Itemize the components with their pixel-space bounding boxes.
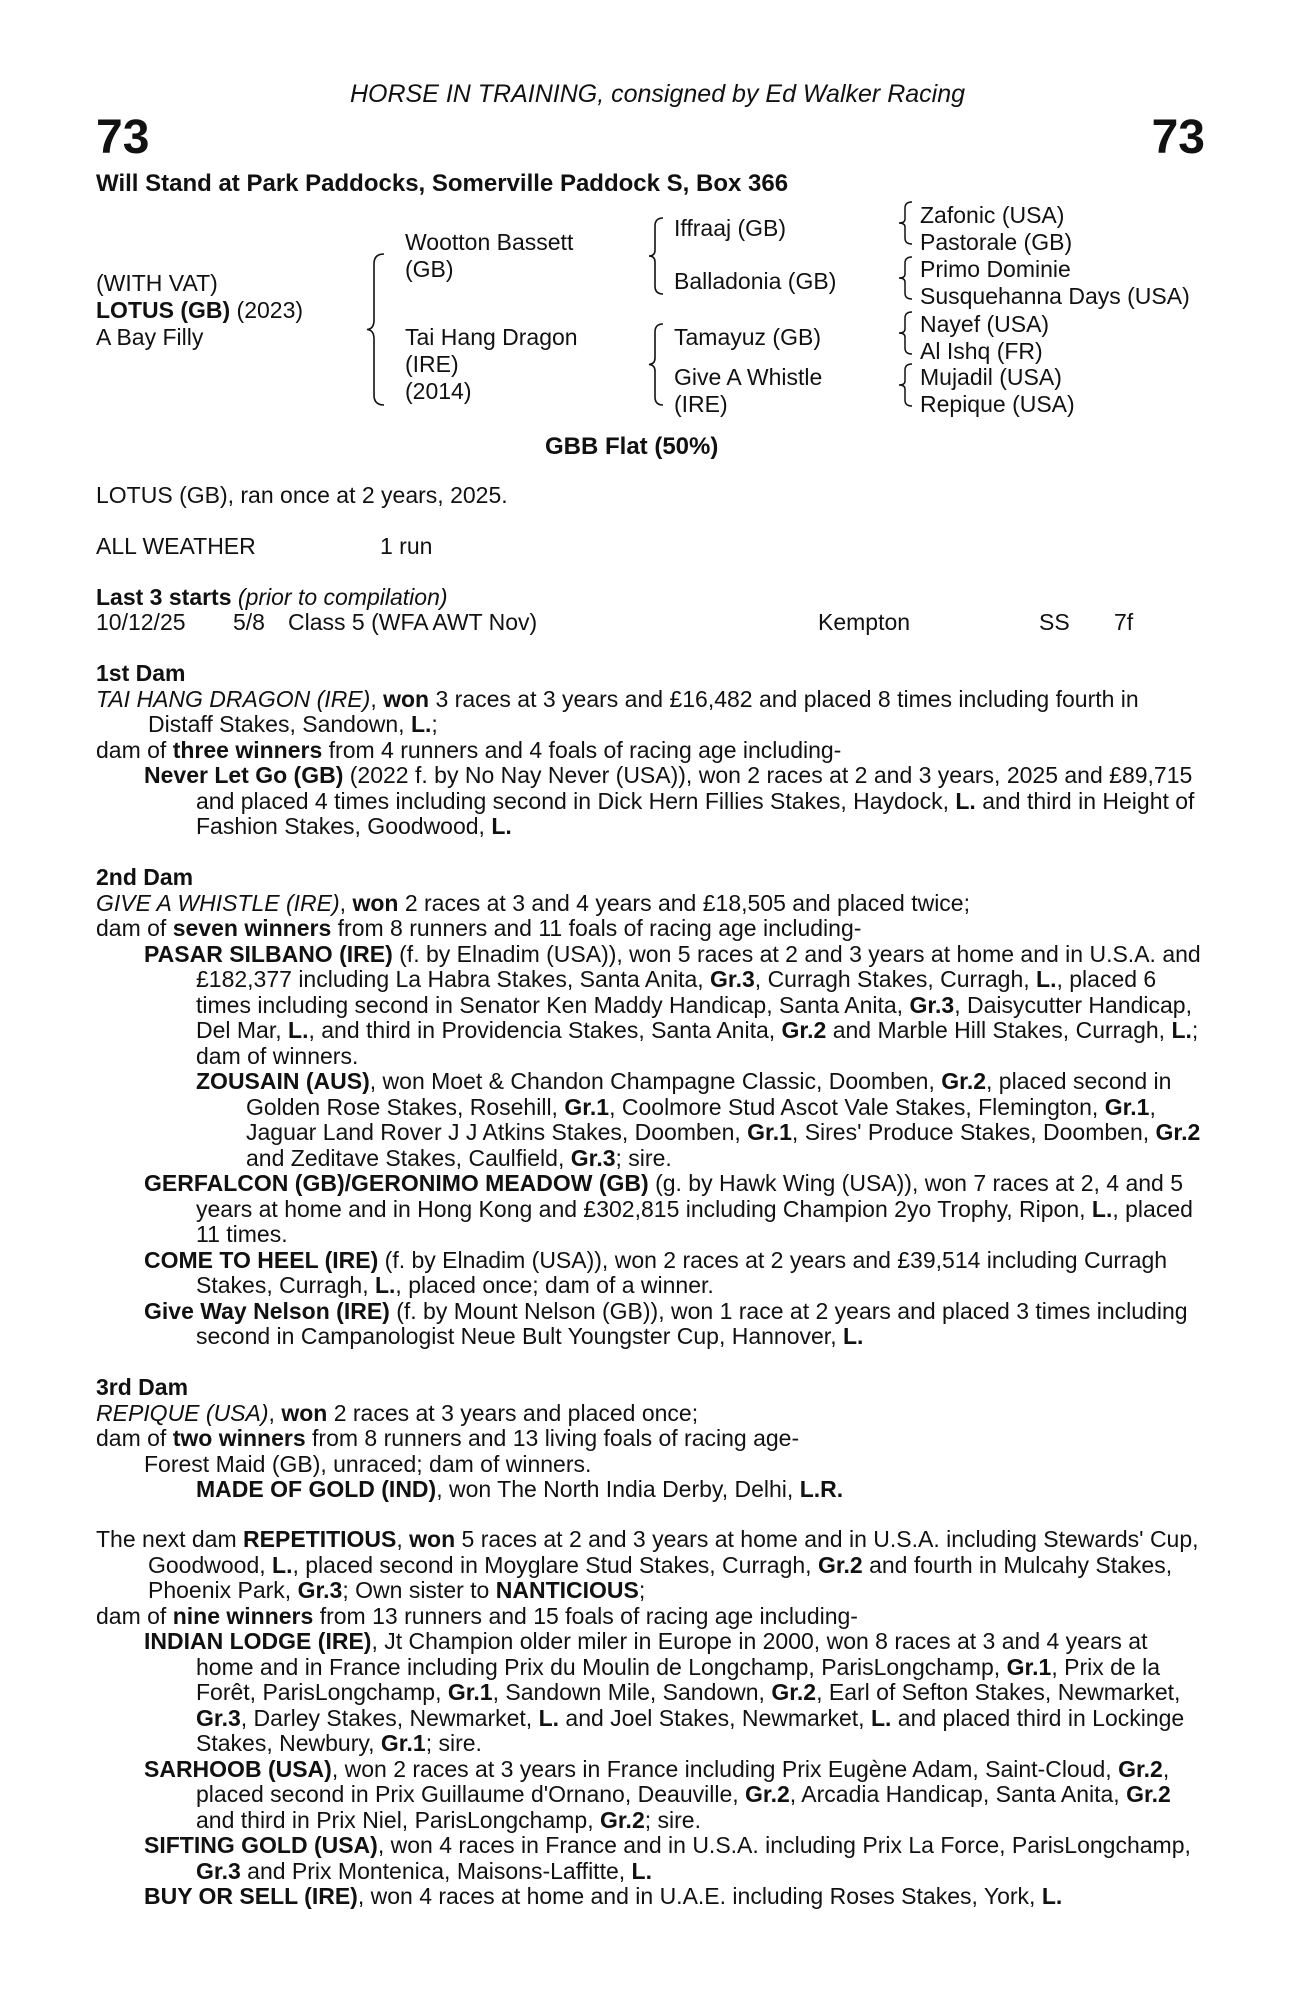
brace-icon — [898, 310, 914, 356]
horse-name-line — [96, 297, 303, 323]
text: (f. by Elnadim (USA)), won 2 races at 2 years and £39,514 including Curragh Stakes, Curragh, — [196, 1246, 1168, 1298]
text: , and third in Providencia Stakes, Santa Anita, — [308, 1017, 782, 1043]
text: seven winners — [172, 915, 332, 941]
text: and third in Prix Niel, ParisLongchamp, — [196, 1806, 600, 1833]
dam-year: (2014) — [405, 378, 472, 404]
produce-entry — [96, 1629, 1201, 1757]
brace-icon — [898, 255, 914, 301]
dam-country: (IRE) — [405, 351, 459, 377]
horse-name: SIFTING GOLD (USA) — [144, 1832, 378, 1858]
sires-dam: Balladonia (GB) — [674, 268, 837, 294]
text: ; sire. — [425, 1730, 482, 1756]
text: won — [409, 1526, 456, 1552]
dams-dam-country: (IRE) — [674, 391, 728, 417]
pedigree-sss: Zafonic (USA) — [920, 202, 1065, 228]
text: three winners — [172, 736, 323, 763]
last-starts-title: Last 3 starts — [96, 584, 232, 610]
brace-icon — [366, 252, 388, 407]
text: L. — [1171, 1017, 1192, 1043]
text: ; dam of winners. — [196, 1017, 1199, 1069]
text: , Jt Champion older miler in Europe in 2000, won 8 races at 3 and 4 years at home and in France including Prix du Moulin de Longchamp, ParisLongchamp, — [196, 1628, 1148, 1680]
text: (g. by Hawk Wing (USA)), won 7 races at 2, 4 and 5 years at home and in Hong Kong and £302,815 including Champion 2yo Trophy, Ripon, — [196, 1170, 1184, 1222]
text: Gr.3 — [297, 1577, 343, 1603]
text: , placed second in Golden Rose Stakes, Rosehill, — [246, 1068, 1172, 1120]
dam-paragraph — [96, 687, 1201, 738]
text: , won 2 races at 3 years in France including Prix Eugène Adam, Saint-Cloud, — [331, 1755, 1119, 1782]
text: , placed second in Moyglare Stud Stakes, Curragh, — [292, 1551, 818, 1578]
stand-location: Will Stand at Park Paddocks, Somerville Paddock S, Box 366 — [96, 170, 789, 197]
text: Gr.1 — [380, 1730, 426, 1756]
text: Gr.2 — [1126, 1781, 1171, 1807]
section-heading: 2nd Dam — [96, 864, 194, 890]
text: , Sandown Mile, Sandown, — [492, 1679, 772, 1705]
brace-icon — [898, 200, 914, 246]
produce-entry — [96, 1757, 1201, 1834]
text: , Arcadia Handicap, Santa Anita, — [789, 1781, 1127, 1807]
horse-name: Give Way Nelson (IRE) — [144, 1297, 390, 1324]
section-heading: 3rd Dam — [96, 1374, 189, 1400]
text: ; sire. — [615, 1144, 672, 1171]
horse-name: COME TO HEEL (IRE) — [144, 1246, 379, 1273]
dam-paragraph — [96, 1401, 1201, 1427]
text: , won Moet & Chandon Champagne Classic, Doomben, — [369, 1068, 942, 1094]
surface-label: ALL WEATHER — [96, 533, 256, 559]
section-heading: 1st Dam — [96, 660, 186, 686]
text: ; — [638, 1577, 646, 1603]
text: ; sire. — [644, 1806, 701, 1833]
text: (f. by Mount Nelson (GB)), won 1 race at 2 years and placed 3 times including second in Campanologist Neue Bult Youngster Cup, Hannover, — [196, 1297, 1188, 1349]
sire: Wootton Bassett — [405, 229, 574, 255]
race-summary: LOTUS (GB), ran once at 2 years, 2025. — [96, 482, 508, 508]
horse-name: SARHOOB (USA) — [144, 1755, 332, 1782]
text: from 8 runners and 13 living foals of racing age- — [305, 1425, 800, 1451]
text: , Darley Stakes, Newmarket, — [240, 1704, 539, 1731]
text: ; — [431, 711, 438, 737]
text: Gr.1 — [747, 1119, 792, 1145]
lot-number-left: 73 — [96, 111, 150, 164]
lot-number-right: 73 — [1151, 111, 1205, 164]
text: , Earl of Sefton Stakes, Newmarket, — [816, 1679, 1181, 1705]
pedigree-ssd: Pastorale (GB) — [920, 229, 1073, 255]
text: , — [396, 1526, 410, 1552]
text: Gr.1 — [1006, 1653, 1052, 1680]
produce-summary — [96, 1426, 1201, 1452]
sires-sire: Iffraaj (GB) — [674, 215, 787, 241]
text: and Prix Montenica, Maisons-Laffitte, — [240, 1857, 632, 1884]
produce-entry: Forest Maid (GB), unraced; dam of winners. — [144, 1450, 592, 1477]
text: , won The North India Derby, Delhi, — [436, 1476, 800, 1502]
text: from 13 runners and 15 foals of racing age including- — [313, 1602, 858, 1629]
start-race: Class 5 (WFA AWT Nov) — [288, 609, 538, 635]
text: , placed 6 times including second in Senator Ken Maddy Handicap, Santa Anita, — [196, 966, 1157, 1018]
produce-entry — [96, 1833, 1201, 1884]
pedigree-sds: Primo Dominie — [920, 256, 1071, 282]
text: won — [383, 685, 430, 712]
next-dam-section — [96, 1527, 1201, 1910]
dam: Tai Hang Dragon — [405, 324, 578, 350]
text: Gr.2 — [599, 1806, 645, 1833]
text: Gr.3 — [196, 1857, 241, 1884]
text: NANTICIOUS — [495, 1577, 639, 1603]
produce-entry — [96, 1069, 1201, 1171]
start-distance: 7f — [1114, 609, 1134, 635]
text: dam of — [96, 736, 173, 763]
text: Gr.3 — [196, 1704, 241, 1731]
third-dam-section — [96, 1375, 1201, 1503]
text: Gr.1 — [564, 1093, 610, 1120]
text: , placed once; dam of a winner. — [395, 1272, 714, 1298]
text: , Prix de la Forêt, ParisLongchamp, — [196, 1653, 1161, 1705]
text: , — [370, 685, 384, 712]
horse-name: PASAR SILBANO (IRE) — [144, 940, 393, 967]
pedigree-ddd: Repique (USA) — [920, 391, 1075, 417]
horse-description: A Bay Filly — [96, 324, 204, 350]
text: , won 4 races in France and in U.S.A. including Prix La Force, ParisLongchamp, — [377, 1832, 1191, 1858]
text: L. — [1036, 966, 1057, 992]
horse-name: BUY OR SELL (IRE) — [144, 1883, 358, 1909]
text: L. — [272, 1551, 293, 1578]
text: nine winners — [172, 1602, 314, 1629]
text: , placed 11 times. — [196, 1195, 1193, 1247]
text: L. — [410, 711, 432, 737]
text: dam of — [96, 1602, 173, 1629]
text: ; Own sister to — [342, 1577, 496, 1603]
text: dam of — [96, 915, 173, 941]
text: won — [352, 889, 399, 916]
text: and placed third in Lockinge Stakes, Newbury, — [196, 1704, 1185, 1756]
text: won — [281, 1399, 328, 1426]
consignor-header: HORSE IN TRAINING, consigned by Ed Walker Racing — [349, 80, 966, 108]
text: and fourth in Mulcahy Stakes, Phoenix Park, — [148, 1551, 1173, 1603]
horse-name: GERFALCON (GB)/GERONIMO MEADOW (GB) — [144, 1170, 649, 1196]
produce-entry — [96, 1477, 1201, 1503]
text: The next dam — [96, 1526, 244, 1552]
brace-icon — [648, 322, 666, 407]
text: from 4 runners and 4 foals of racing age including- — [322, 736, 842, 763]
text: L. — [842, 1323, 864, 1349]
produce-summary — [96, 916, 1201, 942]
horse-name: Never Let Go (GB) — [144, 762, 344, 788]
first-dam-section — [96, 661, 1201, 840]
text: 5 races at 2 and 3 years at home and in U.S.A. including Stewards' Cup, Goodwood, — [148, 1526, 1199, 1578]
text: L. — [374, 1272, 396, 1298]
text: and Joel Stakes, Newmarket, — [559, 1704, 871, 1731]
text: , Daisycutter Handicap, Del Mar, — [196, 991, 1192, 1043]
last-starts-heading — [96, 584, 448, 610]
text: 3 races at 3 years and £16,482 and placed 8 times including fourth in Distaff Stakes, Sandown, — [148, 685, 1139, 737]
text: Gr.3 — [909, 991, 955, 1018]
text: Gr.2 — [1155, 1119, 1201, 1145]
pedigree-dss: Nayef (USA) — [920, 311, 1050, 337]
produce-summary — [96, 1604, 1201, 1630]
dams-dam: Give A Whistle — [674, 364, 823, 390]
rating: GBB Flat (50%) — [545, 433, 719, 460]
pedigree-dsd: Al Ishq (FR) — [920, 338, 1043, 364]
horse-name: LOTUS (GB) — [96, 297, 231, 323]
second-dam-section — [96, 865, 1201, 1350]
text: L. — [1041, 1883, 1063, 1909]
produce-entry — [96, 1171, 1201, 1248]
dam-paragraph — [96, 891, 1201, 917]
dam-name: TAI HANG DRAGON (IRE) — [96, 685, 371, 712]
start-course: Kempton — [818, 609, 911, 635]
text: Gr.3 — [710, 966, 755, 992]
text: Gr.2 — [745, 1781, 790, 1807]
surface-runs: 1 run — [380, 533, 433, 559]
text: Gr.2 — [941, 1068, 987, 1094]
text: Gr.1 — [1104, 1093, 1150, 1120]
text: (f. by Elnadim (USA)), won 5 races at 2 and 3 years at home and in U.S.A. and £182,377 including La Habra Stakes, Santa Anita, — [196, 940, 1201, 992]
sire-country: (GB) — [405, 256, 454, 282]
text: L. — [491, 813, 512, 839]
horse-name: ZOUSAIN (AUS) — [196, 1068, 370, 1094]
horse-year: (2023) — [236, 297, 304, 323]
text: L. — [955, 787, 976, 814]
text: 2 races at 3 and 4 years and £18,505 and placed twice; — [398, 889, 970, 916]
pedigree-dds: Mujadil (USA) — [920, 364, 1062, 390]
dam-name: REPIQUE (USA) — [96, 1399, 269, 1426]
dams-sire: Tamayuz (GB) — [674, 324, 821, 350]
last-starts-note: (prior to compilation) — [237, 584, 448, 610]
text: Gr.1 — [447, 1679, 493, 1705]
text: Gr.3 — [570, 1144, 616, 1171]
text: L. — [1091, 1195, 1113, 1222]
start-date: 10/12/25 — [96, 609, 186, 635]
text: and Zeditave Stakes, Caulfield, — [246, 1144, 571, 1171]
pedigree-sdd: Susquehanna Days (USA) — [920, 283, 1190, 309]
start-position: 5/8 — [233, 609, 265, 635]
produce-entry — [96, 763, 1201, 840]
text: L. — [288, 1017, 309, 1043]
text: from 8 runners and 11 foals of racing age including- — [331, 915, 862, 941]
text: and third in Height of Fashion Stakes, Goodwood, — [196, 787, 1195, 839]
produce-entry — [96, 942, 1201, 1070]
text: L.R. — [799, 1476, 844, 1502]
text: (2022 f. by No Nay Never (USA)), won 2 races at 2 and 3 years, 2025 and £89,715 and placed 4 times including second in Dick Hern Fillies Stakes, Haydock, — [196, 762, 1193, 814]
text: , — [339, 889, 353, 916]
text: , placed second in Prix Guillaume d'Ornano, Deauville, — [196, 1755, 1170, 1807]
text: , Sires' Produce Stakes, Doomben, — [791, 1119, 1156, 1145]
brace-icon — [648, 216, 666, 296]
brace-icon — [898, 362, 914, 408]
text: , Coolmore Stud Ascot Vale Stakes, Flemington, — [609, 1093, 1105, 1120]
text: , Jaguar Land Rover J J Atkins Stakes, Doomben, — [246, 1093, 1156, 1145]
text: Gr.2 — [781, 1017, 827, 1043]
text: and Marble Hill Stakes, Curragh, — [826, 1017, 1172, 1043]
horse-name: MADE OF GOLD (IND) — [196, 1476, 437, 1502]
text: Gr.2 — [817, 1551, 863, 1578]
dam-name: REPETITIOUS — [243, 1526, 397, 1552]
produce-entry — [96, 1248, 1201, 1299]
produce-summary — [96, 738, 1201, 764]
start-going: SS — [1039, 609, 1070, 635]
text: L. — [538, 1704, 560, 1731]
dam-name: GIVE A WHISTLE (IRE) — [96, 889, 340, 916]
text: dam of — [96, 1425, 173, 1451]
dam-paragraph — [96, 1527, 1201, 1604]
text: 2 races at 3 years and placed once; — [327, 1399, 699, 1426]
vat-note: (WITH VAT) — [96, 270, 218, 296]
text: , — [268, 1399, 282, 1426]
produce-entry — [96, 1884, 1201, 1910]
text: , Curragh Stakes, Curragh, — [754, 966, 1037, 992]
text: , won 4 races at home and in U.A.E. including Roses Stakes, York, — [357, 1883, 1042, 1909]
text: L. — [631, 1857, 652, 1884]
text: two winners — [172, 1425, 306, 1451]
horse-name: INDIAN LODGE (IRE) — [144, 1628, 372, 1654]
text: L. — [870, 1704, 892, 1731]
produce-entry — [96, 1299, 1201, 1350]
text: Gr.2 — [771, 1679, 817, 1705]
text: Gr.2 — [1118, 1755, 1163, 1782]
